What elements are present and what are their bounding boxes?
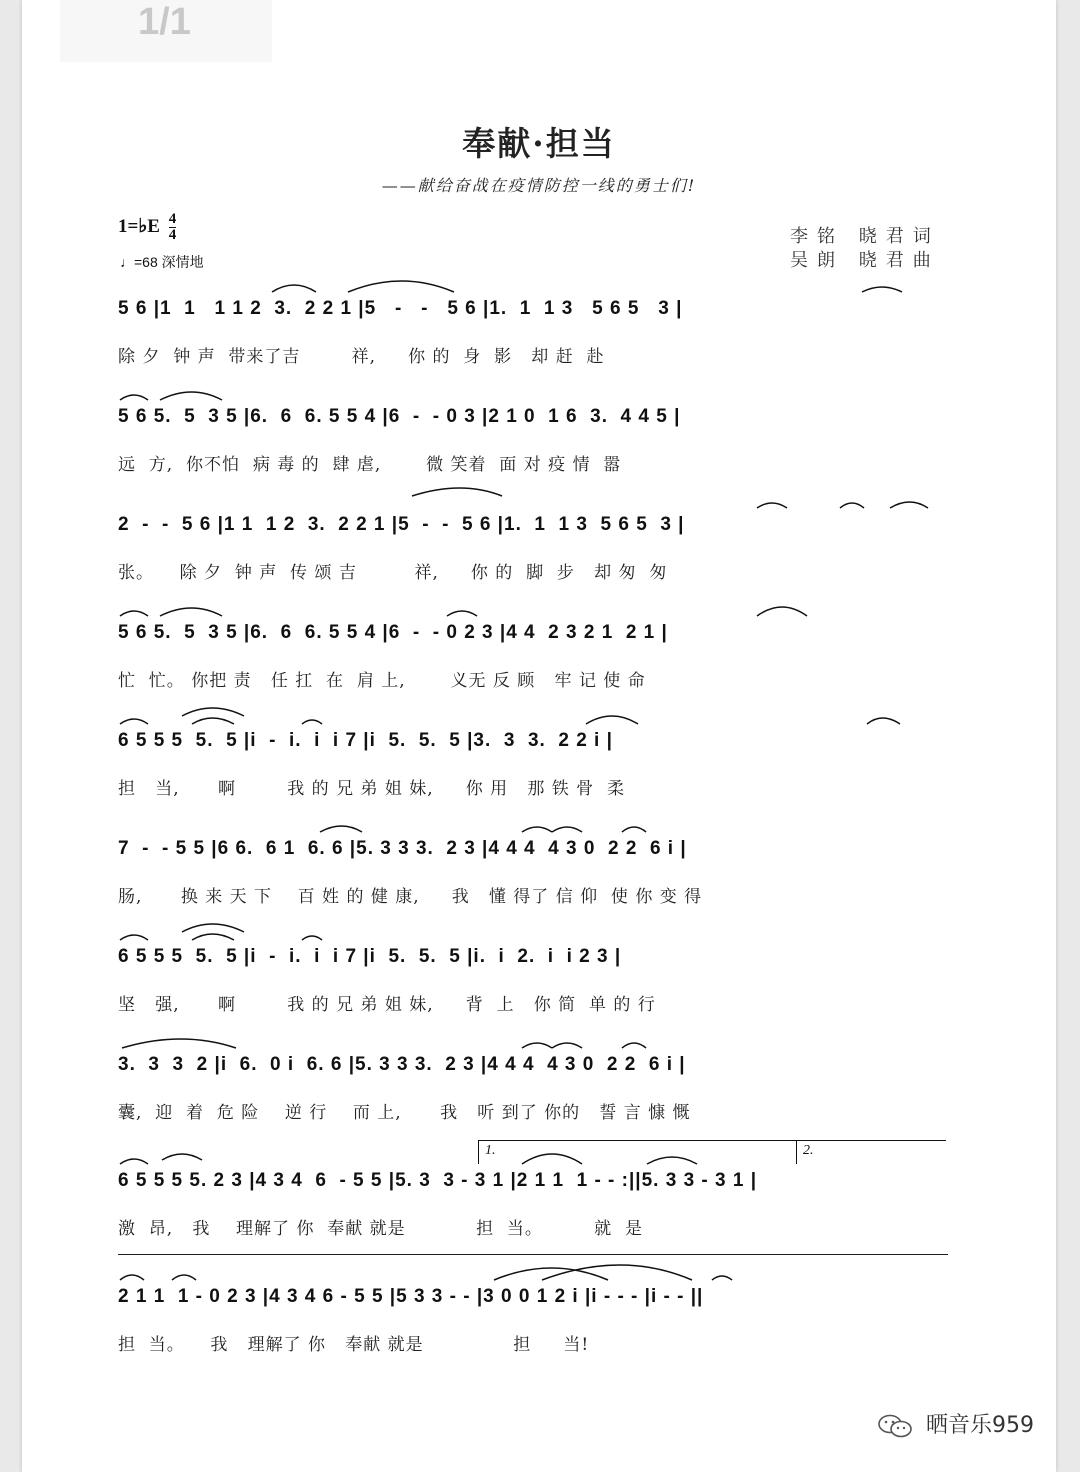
notation-line-7: 6 5 5 5 5. 5 |i - i. i i 7 |i 5. 5. 5 |i. i 2. i i 2 3 | bbox=[118, 946, 622, 967]
page-title: 奉献·担当 bbox=[462, 124, 616, 163]
notation-line-2: 5 6 5. 5 3 5 |6. 6 6. 5 5 4 |6 - - 0 3 |2 1 0 1 6 3. 4 4 5 | bbox=[118, 406, 681, 427]
notation-line-6: 7 - - 5 5 |6 6. 6 1 6. 6 |5. 3 3 3. 2 3 |4 4 4 4 3 0 2 2 6 i | bbox=[118, 838, 687, 859]
slur-marks bbox=[22, 0, 1056, 1472]
notation-line-5: 6 5 5 5 5. 5 |i - i. i i 7 |i 5. 5. 5 |3. 3 3. 2 2 i | bbox=[118, 730, 613, 751]
notation-line-3: 2 - - 5 6 |1 1 1 2 3. 2 2 1 |5 - - 5 6 |1. 1 1 3 5 6 5 3 | bbox=[118, 514, 685, 535]
watermark bbox=[877, 1408, 1034, 1439]
tempo-marking: ♩=68 深情地 bbox=[120, 254, 204, 270]
lyric-line-9: 激 昂, 我 理解了 你 奉献 就是 担 当。 就 是 bbox=[118, 1219, 643, 1239]
composer-credit: 吴朗 晓君曲 bbox=[790, 250, 940, 271]
lyric-line-3: 张。 除 夕 钟 声 传 颂 吉 祥, 你 的 脚 步 却 匆 匆 bbox=[118, 563, 668, 583]
first-ending-bracket: 1. bbox=[478, 1140, 796, 1164]
lyric-line-2: 远 方, 你不怕 病 毒 的 肆 虐, 微 笑着 面 对 疫 情 嚣 bbox=[118, 455, 622, 475]
watermark-text: 晒音乐959 bbox=[926, 1413, 1034, 1438]
time-denominator: 4 bbox=[168, 227, 177, 243]
wechat-icon bbox=[877, 1414, 913, 1438]
lyric-line-4: 忙 忙。 你把 责 任 扛 在 肩 上, 义无 反 顾 牢 记 使 命 bbox=[118, 671, 646, 691]
page-counter: 1/1 bbox=[60, 0, 272, 62]
lyric-line-1: 除 夕 钟 声 带来了吉 祥, 你 的 身 影 却 赶 赴 bbox=[118, 347, 605, 367]
lyric-line-10: 担 当。 我 理解了 你 奉献 就是 担 当! bbox=[118, 1335, 590, 1355]
lyricist-credit: 李铭 晓君词 bbox=[790, 226, 940, 247]
sheet-music-page bbox=[22, 0, 1056, 1472]
key-label: 1=♭E bbox=[118, 215, 160, 237]
notation-line-8: 3. 3 3 2 |i 6. 0 i 6. 6 |5. 3 3 3. 2 3 |4 4 4 4 3 0 2 2 6 i | bbox=[118, 1054, 686, 1075]
notation-line-1: 5 6 |1 1 1 1 2 3. 2 2 1 |5 - - 5 6 |1. 1 1 3 5 6 5 3 | bbox=[118, 298, 683, 319]
notation-line-4: 5 6 5. 5 3 5 |6. 6 6. 5 5 4 |6 - - 0 2 3 |4 4 2 3 2 1 2 1 | bbox=[118, 622, 668, 643]
page-subtitle: ——献给奋战在疫情防控一线的勇士们! bbox=[381, 176, 697, 195]
lyric-line-7: 坚 强, 啊 我 的 兄 弟 姐 妹, 背 上 你 简 单 的 行 bbox=[118, 995, 656, 1015]
lyric-line-8: 囊, 迎 着 危 险 逆 行 而 上, 我 听 到了 你的 誓 言 慷 慨 bbox=[118, 1103, 691, 1123]
lyric-line-6: 肠, 换 来 天 下 百 姓 的 健 康, 我 懂 得了 信 仰 使 你 变 得 bbox=[118, 887, 703, 907]
lyric-line-5: 担 当, 啊 我 的 兄 弟 姐 妹, 你 用 那 铁 骨 柔 bbox=[118, 779, 625, 799]
second-ending-bracket: 2. bbox=[796, 1140, 946, 1164]
notation-line-9: 6 5 5 5 5. 2 3 |4 3 4 6 - 5 5 |5. 3 3 - 3 1 |2 1 1 1 - - :||5. 3 3 - 3 1 | bbox=[118, 1170, 758, 1191]
time-numerator: 4 bbox=[168, 211, 177, 227]
notation-line-10: 2 1 1 1 - 0 2 3 |4 3 4 6 - 5 5 |5 3 3 - - |3 0 0 1 2 i |i - - - |i - - || bbox=[118, 1286, 704, 1307]
